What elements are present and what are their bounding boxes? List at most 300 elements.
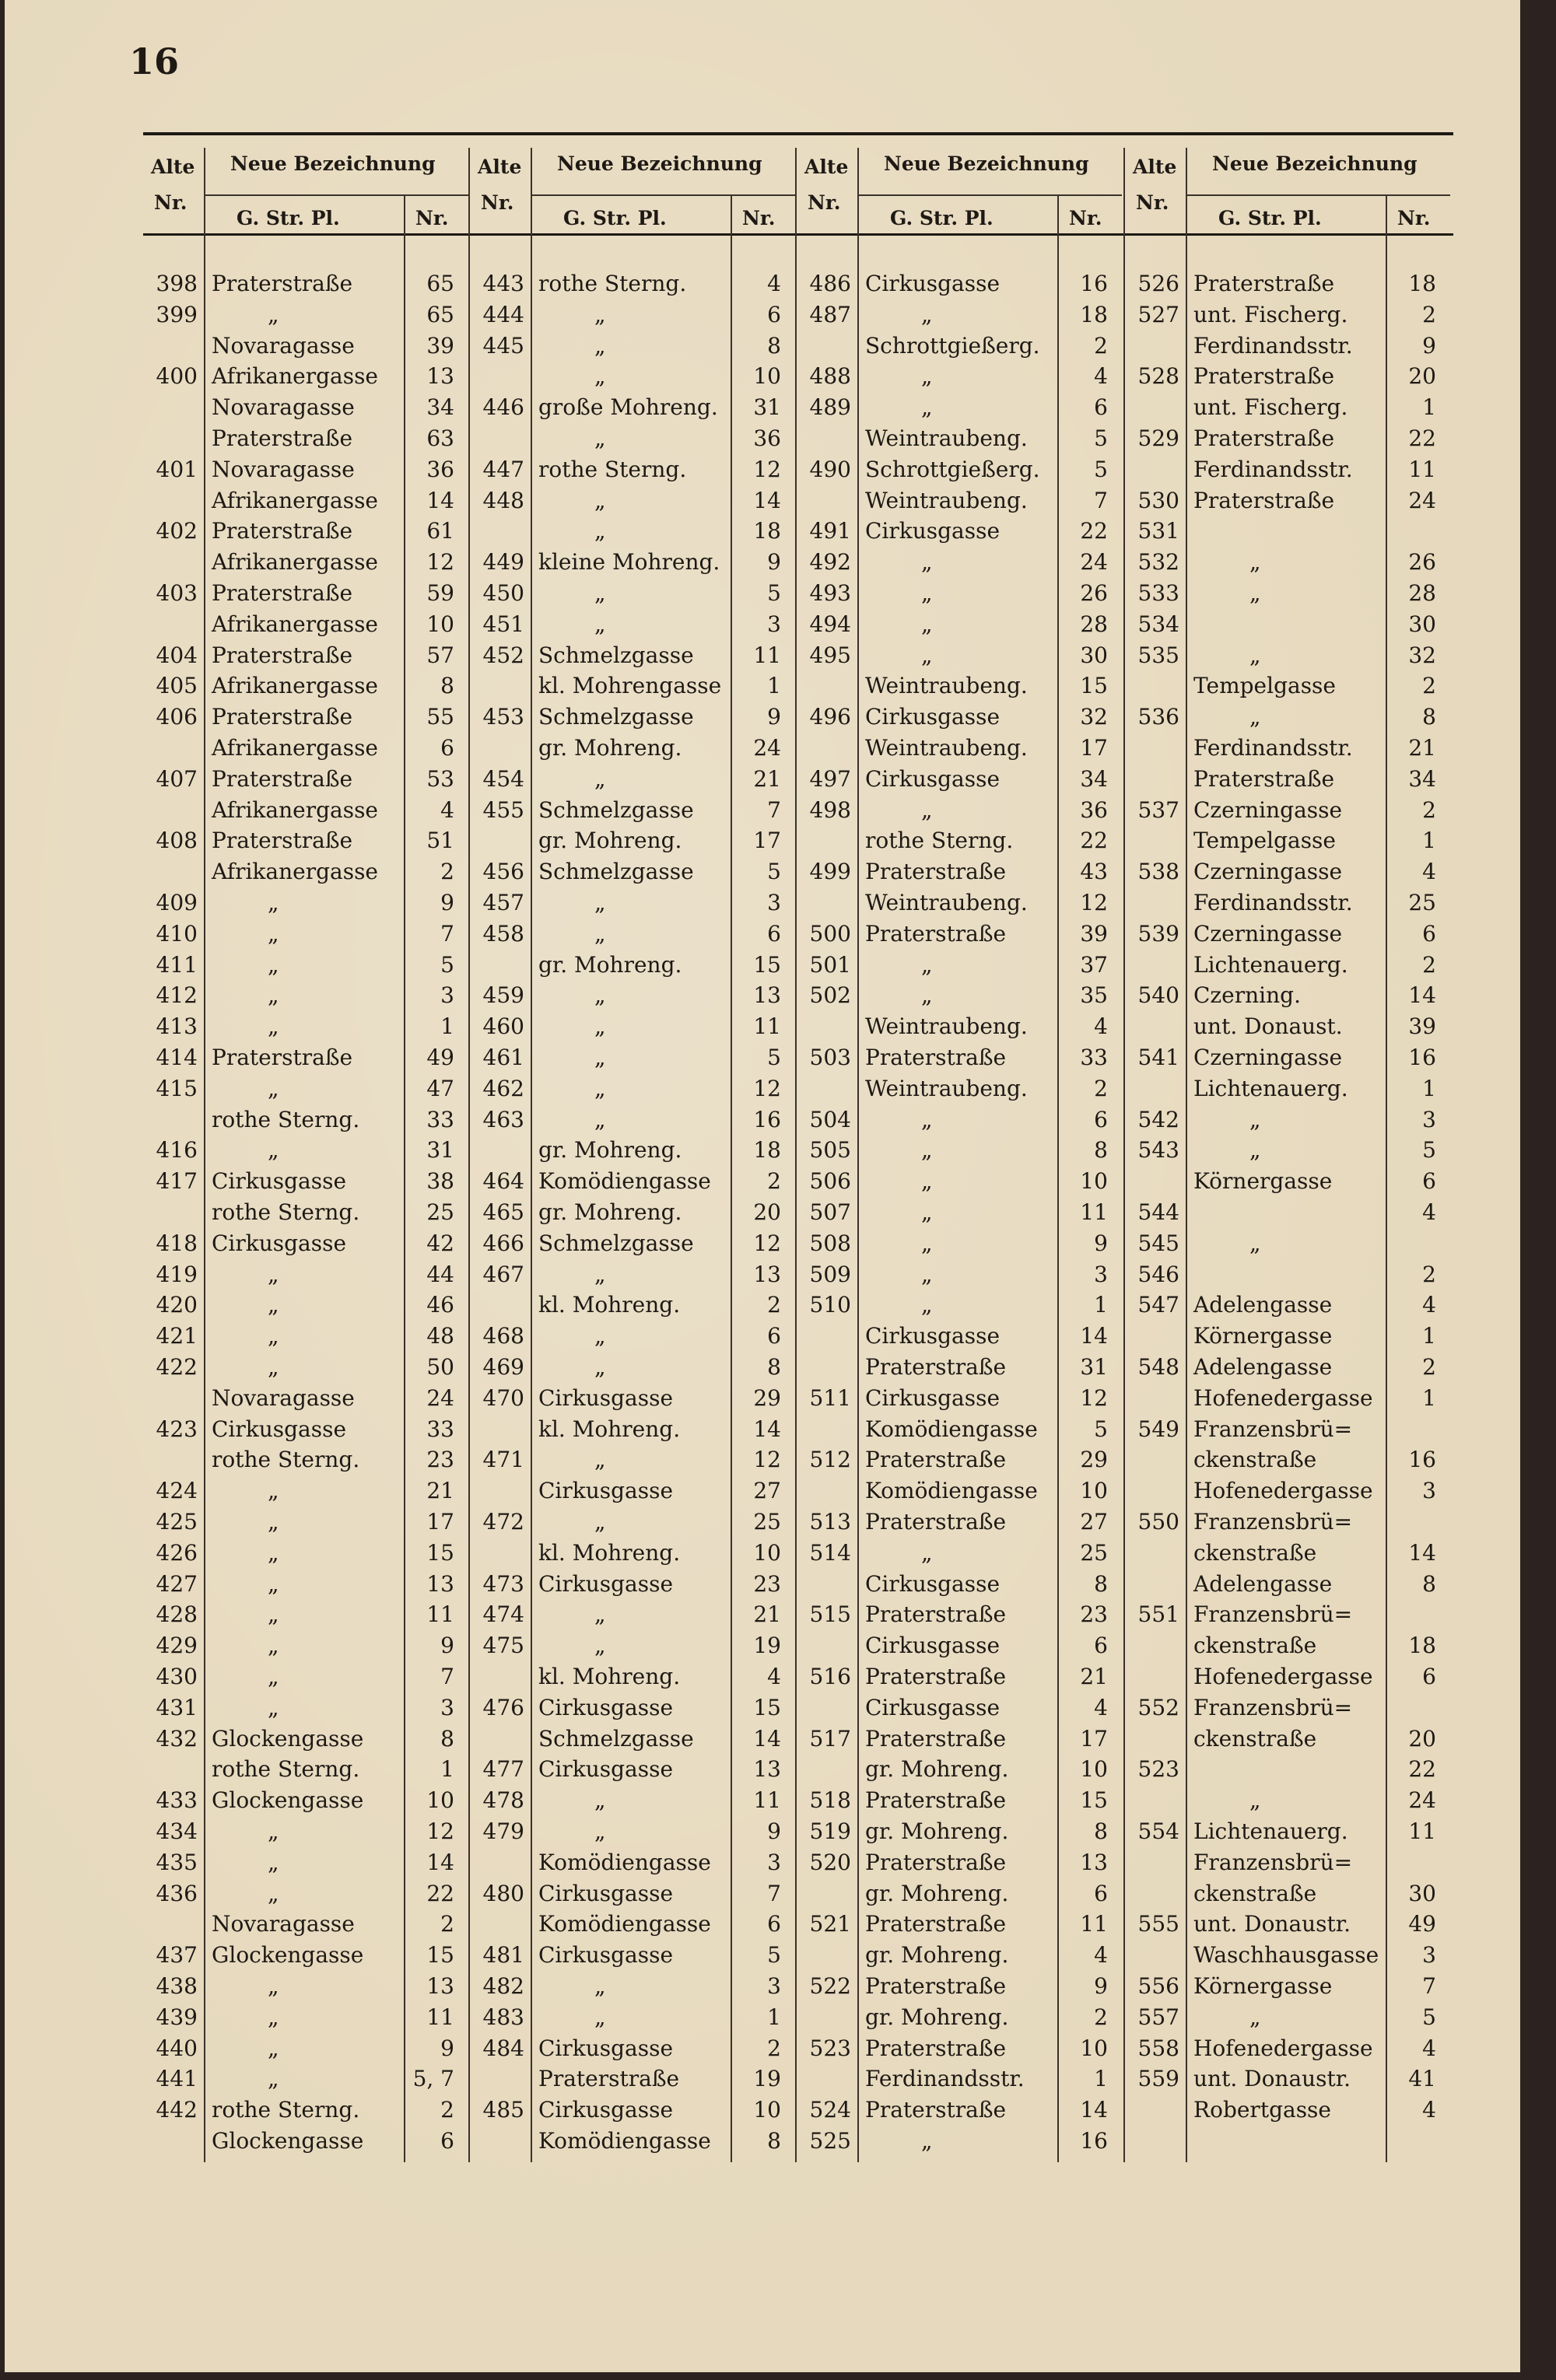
old-number: 446: [482, 394, 524, 421]
new-number: 17: [753, 828, 781, 854]
old-number: 447: [482, 456, 524, 482]
table-row: [470, 578, 797, 609]
new-number: 6: [1422, 1664, 1436, 1689]
new-number: 22: [1080, 828, 1108, 854]
new-number: 24: [1080, 549, 1108, 576]
new-number: 7: [440, 1664, 454, 1689]
old-number: 538: [1137, 859, 1179, 885]
table-row: [143, 1011, 470, 1042]
table-row: [470, 2126, 797, 2157]
table-row: [1125, 454, 1452, 485]
street-name: „: [921, 301, 933, 327]
table-row: [470, 299, 797, 331]
table-row: [797, 1692, 1123, 1724]
street-name: „: [594, 1818, 606, 1844]
street-name: „: [268, 1539, 279, 1566]
table-row: [143, 1692, 470, 1724]
street-name: Komödiengasse: [538, 1849, 711, 1875]
street-name: Afrikanergasse: [212, 611, 379, 637]
new-number: 8: [440, 673, 454, 699]
new-number: 3: [1422, 1478, 1436, 1504]
table-row: [143, 919, 470, 950]
new-number: 13: [753, 982, 781, 1009]
old-number: 449: [482, 549, 524, 576]
new-number: 25: [753, 1509, 781, 1535]
new-number: 6: [440, 2128, 454, 2154]
street-name: „: [921, 1261, 933, 1287]
table-row: [1125, 1042, 1452, 1073]
table-row: [143, 980, 470, 1011]
new-number: 1: [1422, 1384, 1436, 1411]
table-row: [1125, 1259, 1452, 1290]
street-name: „: [921, 1230, 933, 1256]
street-name: Cirkusgasse: [538, 2097, 674, 2123]
new-number: 11: [426, 2004, 454, 2030]
street-name: Ferdinandsstr.: [1193, 890, 1353, 915]
new-number: 22: [1080, 518, 1108, 544]
old-number: 422: [156, 1354, 198, 1380]
new-number: 15: [753, 1694, 781, 1720]
street-name: Praterstraße: [1193, 271, 1335, 296]
street-name: „: [594, 982, 606, 1009]
new-number: 8: [1094, 1137, 1108, 1164]
old-number: 414: [156, 1045, 198, 1070]
table-row: [470, 1228, 797, 1259]
street-name: Praterstraße: [538, 2066, 680, 2092]
street-name: „: [921, 1199, 933, 1225]
table-row: [470, 887, 797, 919]
street-name: Weintraubeng.: [865, 1013, 1028, 1040]
table-row: [1125, 1878, 1452, 1909]
new-number: 7: [1422, 1973, 1436, 1999]
page: [5, 0, 1520, 2372]
old-number: 550: [1137, 1509, 1179, 1535]
old-number: 541: [1137, 1045, 1179, 1070]
new-number: 5: [767, 1045, 781, 1070]
new-number: 14: [1080, 1323, 1108, 1349]
old-number: 410: [156, 920, 198, 947]
old-number: 429: [156, 1633, 198, 1659]
new-number: 38: [426, 1168, 454, 1195]
table-row: [797, 1042, 1123, 1073]
old-number: 467: [482, 1261, 524, 1287]
new-number: 18: [1080, 301, 1108, 327]
street-name: „: [594, 920, 606, 947]
street-name: Komödiengasse: [538, 2128, 711, 2154]
new-number: 50: [426, 1354, 454, 1380]
new-number: 61: [426, 518, 454, 544]
street-name: Praterstraße: [865, 1787, 1007, 1814]
new-number: 32: [1080, 704, 1108, 730]
street-name: Praterstraße: [865, 920, 1007, 947]
old-number: 555: [1137, 1911, 1179, 1937]
old-number: 435: [156, 1849, 198, 1875]
table-row: [143, 2033, 470, 2064]
table-row: [143, 1878, 470, 1909]
street-name: kleine Mohreng.: [538, 549, 720, 576]
old-number: 509: [809, 1261, 851, 1287]
old-number: 412: [156, 982, 198, 1009]
new-number: 6: [767, 301, 781, 327]
street-name: „: [268, 1261, 279, 1287]
old-number: 534: [1137, 611, 1179, 637]
table-row: [470, 1352, 797, 1383]
table-row: [1125, 331, 1452, 362]
street-name: Schrottgießerg.: [865, 456, 1040, 482]
new-number: 6: [1094, 394, 1108, 421]
new-number: 5: [1422, 2004, 1436, 2030]
table-row: [143, 2002, 470, 2033]
street-name: Czerning.: [1193, 982, 1301, 1009]
new-number: 65: [426, 301, 454, 327]
table-row: [470, 331, 797, 362]
old-number: 558: [1137, 2035, 1179, 2061]
table-row: [143, 1073, 470, 1104]
new-number: 5: [767, 859, 781, 885]
new-number: 34: [1408, 765, 1436, 792]
new-number: 17: [1080, 735, 1108, 761]
old-number: 527: [1137, 301, 1179, 327]
new-number: 5: [1094, 456, 1108, 482]
new-number: 43: [1080, 859, 1108, 885]
street-name: „: [1249, 1106, 1261, 1132]
street-name: „: [1249, 2004, 1261, 2030]
new-number: 65: [426, 271, 454, 296]
old-number: 418: [156, 1230, 198, 1256]
new-number: 11: [1408, 1818, 1436, 1844]
old-number: 485: [482, 2097, 524, 2123]
new-number: 14: [1080, 2097, 1108, 2123]
new-number: 5: [1094, 1416, 1108, 1442]
table-row: [797, 1414, 1123, 1445]
table-row: [1125, 1847, 1452, 1878]
street-name: „: [594, 890, 606, 915]
table-row: [143, 1475, 470, 1507]
street-name: Tempelgasse: [1193, 828, 1336, 854]
street-name: Praterstraße: [212, 580, 353, 606]
old-number: 516: [809, 1664, 851, 1689]
street-name: Hofenedergasse: [1193, 1664, 1373, 1689]
new-number: 13: [426, 1570, 454, 1597]
table-row: [470, 1414, 797, 1445]
table-row: [470, 764, 797, 795]
table-row: [797, 1228, 1123, 1259]
table-row: [797, 1754, 1123, 1785]
table-row: [143, 1599, 470, 1630]
table-row: [797, 1352, 1123, 1383]
table-row: [470, 1011, 797, 1042]
table-row: [143, 1940, 470, 1971]
new-number: 2: [440, 1911, 454, 1937]
table-row: [1125, 1816, 1452, 1847]
new-number: 4: [1094, 1942, 1108, 1969]
street-name: Lichtenauerg.: [1193, 1818, 1348, 1844]
street-name: „: [594, 1973, 606, 1999]
street-name: „: [268, 982, 279, 1009]
header-alte-nr: Nr.: [154, 191, 187, 214]
table-row: [143, 1228, 470, 1259]
street-name: „: [921, 363, 933, 390]
street-name: Praterstraße: [865, 859, 1007, 885]
new-number: 31: [1080, 1354, 1108, 1380]
table-row: [143, 1816, 470, 1847]
header-neue-nr: Nr.: [742, 207, 776, 229]
new-number: 33: [426, 1416, 454, 1442]
street-name: Praterstraße: [865, 1973, 1007, 1999]
table-row: [1125, 361, 1452, 392]
old-number: 544: [1137, 1199, 1179, 1225]
table-row: [797, 547, 1123, 578]
table-row: [797, 1444, 1123, 1475]
street-name: „: [594, 1261, 606, 1287]
old-number: 502: [809, 982, 851, 1009]
old-number: 554: [1137, 1818, 1179, 1844]
street-name: Praterstraße: [865, 2035, 1007, 2061]
new-number: 2: [1422, 301, 1436, 327]
new-number: 49: [426, 1045, 454, 1070]
new-number: 37: [1080, 951, 1108, 978]
street-name: rothe Sterng.: [212, 1199, 360, 1225]
new-number: 10: [426, 611, 454, 637]
street-name: Cirkusgasse: [865, 271, 1001, 296]
new-number: 48: [426, 1323, 454, 1349]
new-number: 2: [767, 1292, 781, 1318]
new-number: 22: [1408, 1756, 1436, 1783]
old-number: 425: [156, 1509, 198, 1535]
street-name: Novaragasse: [212, 456, 355, 482]
old-number: 523: [809, 2035, 851, 2061]
street-name: unt. Donaust.: [1193, 1013, 1343, 1040]
table-row: [470, 1166, 797, 1197]
old-number: 476: [482, 1694, 524, 1720]
street-name: „: [268, 1137, 279, 1164]
street-name: Franzensbrü=: [1193, 1416, 1353, 1442]
new-number: 8: [1422, 1570, 1436, 1597]
old-number: 462: [482, 1075, 524, 1101]
old-number: 518: [809, 1787, 851, 1814]
new-number: 12: [426, 549, 454, 576]
table-row: [797, 1166, 1123, 1197]
old-number: 434: [156, 1818, 198, 1844]
street-name: gr. Mohreng.: [865, 1756, 1009, 1783]
street-name: „: [268, 1354, 279, 1380]
table-row: [1125, 2002, 1452, 2033]
new-number: 35: [1080, 982, 1108, 1009]
header-alte-nr: Nr.: [481, 191, 514, 214]
table-row: [797, 578, 1123, 609]
table-row: [143, 361, 470, 392]
old-number: 530: [1137, 487, 1179, 513]
table-row: [797, 733, 1123, 764]
old-number: 537: [1137, 796, 1179, 823]
new-number: 19: [753, 2066, 781, 2092]
table-row: [1125, 1228, 1452, 1259]
old-number: 415: [156, 1075, 198, 1101]
new-number: 49: [1408, 1911, 1436, 1937]
old-number: 507: [809, 1199, 851, 1225]
street-name: „: [594, 765, 606, 792]
new-number: 2: [767, 2035, 781, 2061]
new-number: 10: [1080, 2035, 1108, 2061]
header-alte: Alte: [1133, 156, 1177, 178]
new-number: 7: [767, 796, 781, 823]
table-row: [797, 2126, 1123, 2157]
old-number: 450: [482, 580, 524, 606]
street-name: Weintraubeng.: [865, 890, 1028, 915]
new-number: 17: [426, 1509, 454, 1535]
old-number: 503: [809, 1045, 851, 1070]
street-name: Praterstraße: [212, 828, 353, 854]
street-name: „: [268, 1509, 279, 1535]
table-row: [143, 392, 470, 423]
new-number: 16: [1408, 1447, 1436, 1473]
new-number: 15: [753, 951, 781, 978]
new-number: 12: [426, 1818, 454, 1844]
table-row: [1125, 2063, 1452, 2095]
table-row: [470, 950, 797, 981]
street-name: Weintraubeng.: [865, 735, 1028, 761]
new-number: 5: [767, 1942, 781, 1969]
old-number: 413: [156, 1013, 198, 1040]
old-number: 468: [482, 1323, 524, 1349]
header-gstrpl: G. Str. Pl.: [1218, 207, 1322, 229]
new-number: 2: [1094, 1075, 1108, 1101]
table-row: [797, 1383, 1123, 1414]
old-number: 474: [482, 1601, 524, 1628]
new-number: 24: [426, 1384, 454, 1411]
old-number: 455: [482, 796, 524, 823]
street-name: „: [268, 2066, 279, 2092]
street-name: „: [268, 1075, 279, 1101]
street-name: Czerningasse: [1193, 796, 1343, 823]
new-number: 9: [767, 549, 781, 576]
table-row: [143, 1971, 470, 2002]
table-row: [143, 1569, 470, 1600]
table-row: [1125, 1785, 1452, 1816]
header-alte: Alte: [478, 156, 522, 178]
old-number: 504: [809, 1106, 851, 1132]
new-number: 14: [426, 487, 454, 513]
old-number: 498: [809, 796, 851, 823]
table-row: [1125, 578, 1452, 609]
street-name: „: [594, 1354, 606, 1380]
new-number: 9: [1422, 332, 1436, 359]
old-number: 496: [809, 704, 851, 730]
street-name: gr. Mohreng.: [538, 951, 682, 978]
header-neue-bezeichnung: Neue Bezeichnung: [230, 152, 436, 175]
new-number: 34: [426, 394, 454, 421]
new-number: 16: [753, 1106, 781, 1132]
table-row: [797, 1475, 1123, 1507]
old-number: 457: [482, 890, 524, 915]
new-number: 2: [1094, 332, 1108, 359]
new-number: 15: [1080, 673, 1108, 699]
old-number: 451: [482, 611, 524, 637]
street-name: „: [921, 1292, 933, 1318]
old-number: 464: [482, 1168, 524, 1195]
street-name: unt. Fischerg.: [1193, 394, 1348, 421]
old-number: 492: [809, 549, 851, 576]
new-number: 4: [1094, 363, 1108, 390]
street-name: Novaragasse: [212, 1384, 355, 1411]
new-number: 41: [1408, 2066, 1436, 2092]
new-number: 9: [440, 2035, 454, 2061]
table-row: [797, 361, 1123, 392]
old-number: 483: [482, 2004, 524, 2030]
street-name: Schmelzgasse: [538, 859, 694, 885]
old-number: 552: [1137, 1694, 1179, 1720]
table-row: [797, 454, 1123, 485]
table-row: [143, 1166, 470, 1197]
new-number: 13: [753, 1261, 781, 1287]
table-row: [143, 1909, 470, 1940]
table-row: [143, 1383, 470, 1414]
new-number: 10: [1080, 1756, 1108, 1783]
old-number: 469: [482, 1354, 524, 1380]
table-row: [797, 1940, 1123, 1971]
new-number: 29: [753, 1384, 781, 1411]
new-number: 24: [1408, 1787, 1436, 1814]
street-name: „: [1249, 1230, 1261, 1256]
new-number: 47: [426, 1075, 454, 1101]
table-row: [143, 1321, 470, 1352]
table-row: [797, 825, 1123, 856]
street-name: „: [921, 549, 933, 576]
street-name: Cirkusgasse: [212, 1416, 347, 1442]
street-name: Praterstraße: [865, 1849, 1007, 1875]
street-name: Praterstraße: [865, 1911, 1007, 1937]
street-name: „: [268, 1818, 279, 1844]
table-row: [143, 1104, 470, 1136]
header-subrule: [532, 194, 795, 196]
street-name: Novaragasse: [212, 394, 355, 421]
new-number: 24: [753, 735, 781, 761]
table-row: [1125, 764, 1452, 795]
new-number: 3: [1422, 1942, 1436, 1969]
street-name: Glockengasse: [212, 2128, 364, 2154]
old-number: 545: [1137, 1230, 1179, 1256]
table-row: [1125, 670, 1452, 702]
table-row: [797, 423, 1123, 454]
table-row: [143, 887, 470, 919]
old-number: 519: [809, 1818, 851, 1844]
table-row: [1125, 485, 1452, 516]
street-name: Waschhausgasse: [1193, 1942, 1379, 1969]
table-row: [797, 1569, 1123, 1600]
old-number: 535: [1137, 642, 1179, 668]
street-name: gr. Mohreng.: [865, 1942, 1009, 1969]
table-row: [1125, 1135, 1452, 1166]
table-row: [797, 1197, 1123, 1228]
street-name: „: [594, 611, 606, 637]
street-name: Franzensbrü=: [1193, 1509, 1353, 1535]
old-number: 494: [809, 611, 851, 637]
old-number: 508: [809, 1230, 851, 1256]
table-row: [1125, 1538, 1452, 1569]
table-row: [1125, 547, 1452, 578]
street-name: Glockengasse: [212, 1942, 364, 1969]
street-name: Praterstraße: [212, 765, 353, 792]
table-row: [143, 547, 470, 578]
street-name: ckenstraße: [1193, 1539, 1317, 1566]
new-number: 21: [753, 765, 781, 792]
street-name: Schmelzgasse: [538, 642, 694, 668]
new-number: 3: [767, 611, 781, 637]
new-number: 19: [753, 1633, 781, 1659]
street-name: Praterstraße: [212, 704, 353, 730]
street-name: Afrikanergasse: [212, 487, 379, 513]
table-row: [143, 1042, 470, 1073]
